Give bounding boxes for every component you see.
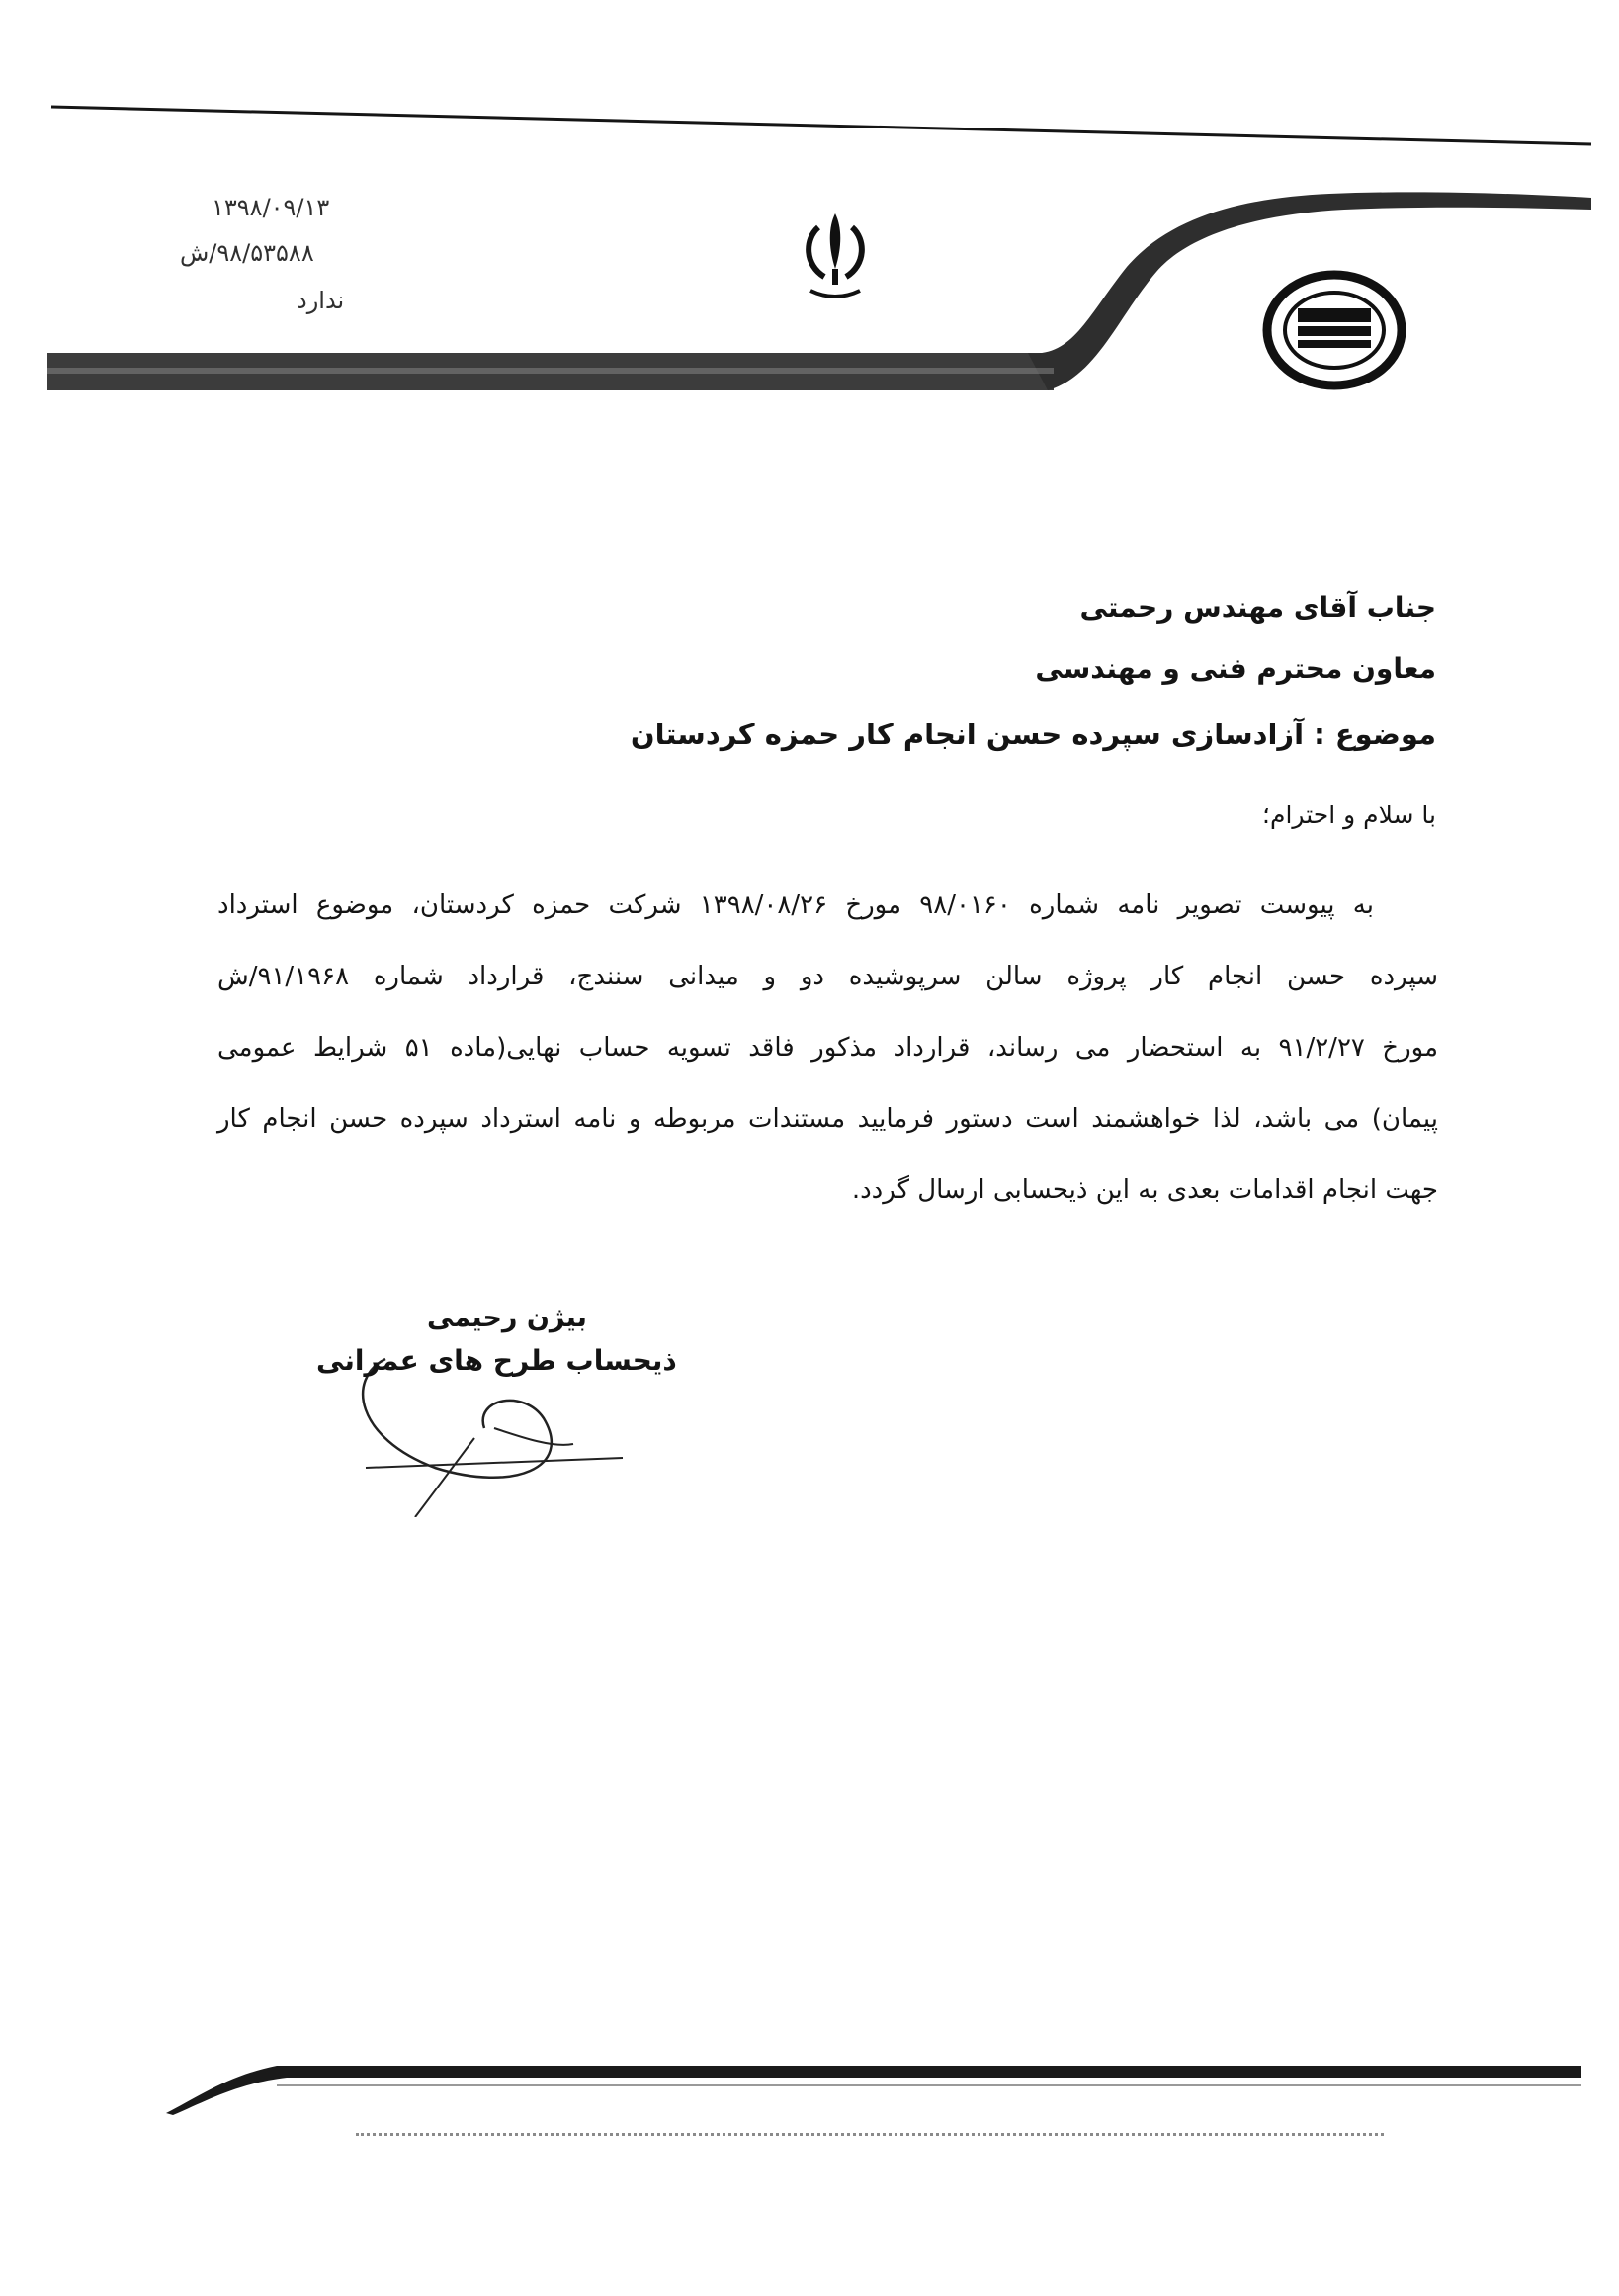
letter-subject: موضوع : آزادسازی سپرده حسن انجام کار حمزه کردستان [630,718,1436,751]
letter-body [217,870,1438,1226]
letter-number: ۹۸/۵۳۵۸۸/ش [180,239,314,267]
addressee: جناب آقای مهندس رحمتی [1079,591,1436,624]
organization-logo [1260,269,1408,407]
iran-emblem-icon [791,208,880,306]
attachment-status: ندارد [297,287,345,314]
body-line: پیمان) می باشد، لذا خواهشمند است دستور فرمایید مستندات مربوطه و نامه استرداد سپرده حسن انجام کار [217,1104,1438,1134]
addressee-position: معاون محترم فنی و مهندسی [1035,652,1436,685]
body-line: جهت انجام اقدامات بعدی به این ذیحسابی ارسال گردد. [851,1175,1438,1205]
signer-name: بیژن رحیمی [427,1303,587,1333]
footer-contact-line [356,2133,1384,2138]
footer-band [0,2046,1619,2125]
body-line: به پیوست تصویر نامه شماره ۹۸/۰۱۶۰ مورخ ۱۳۹۸/۰۸/۲۶ شرکت حمزه کردستان، موضوع استرداد [217,891,1374,920]
signer-title: ذیحساب طرح های عمرانی [316,1344,677,1377]
body-line: مورخ ۹۱/۲/۲۷ به استحضار می رساند، قرارداد مذکور فاقد تسویه حساب نهایی(ماده ۵۱ شرایط عمومی [217,1033,1438,1063]
letter-date: ۱۳۹۸/۰۹/۱۳ [212,194,330,221]
body-line: سپرده حسن انجام کار پروژه سالن سرپوشیده دو و میدانی سنندج، قرارداد شماره ۹۱/۱۹۶۸/ش [217,962,1438,991]
salutation: با سلام و احترام؛ [1262,801,1436,829]
